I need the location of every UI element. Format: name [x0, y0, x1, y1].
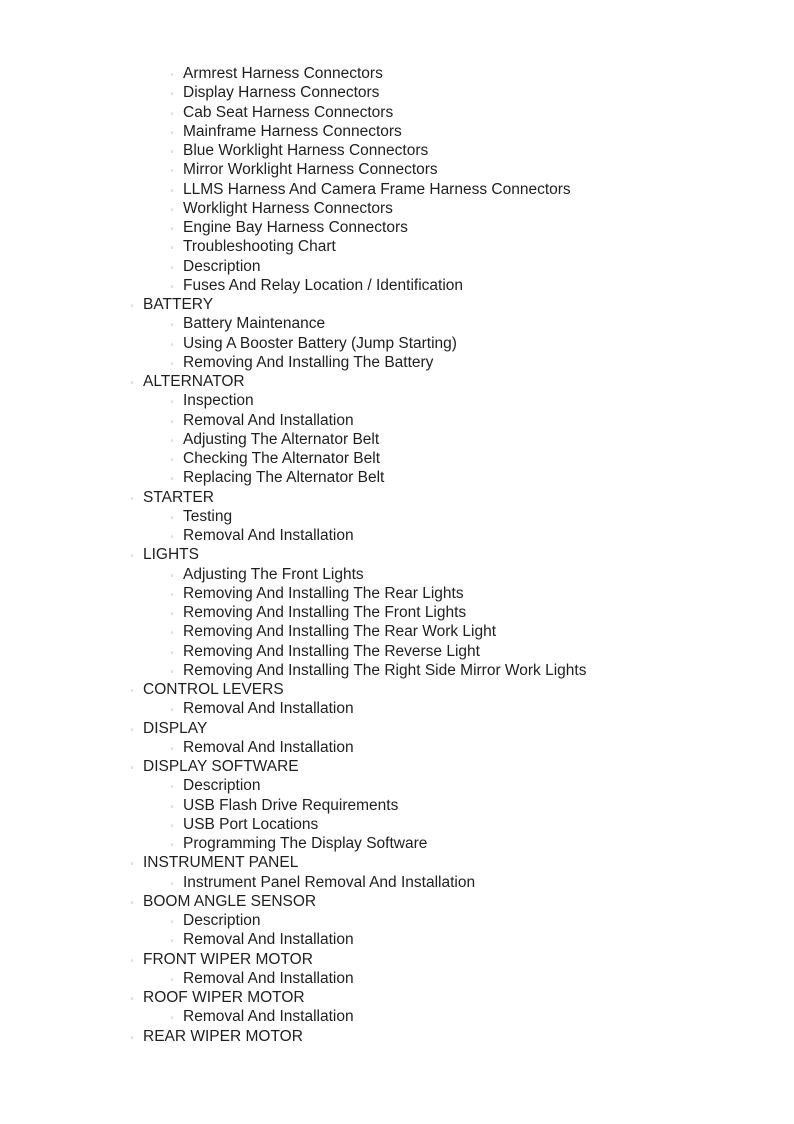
bullet-icon: ◦: [170, 455, 174, 464]
toc-subsection-label: Checking The Alternator Belt: [183, 450, 381, 467]
toc-subsection-label: Adjusting The Front Lights: [183, 565, 364, 583]
bullet-icon: ◦: [170, 435, 174, 445]
bullet-icon: ◦: [170, 185, 174, 195]
bullet-icon: ◦: [130, 724, 134, 734]
bullet-icon: ◦: [170, 204, 174, 214]
bullet-icon: ◦: [170, 666, 174, 676]
toc-subsection[interactable]: [0, 276, 794, 295]
toc-section[interactable]: [0, 988, 794, 1007]
toc-subsection-label: Removing And Installing The Right Side Mirror Work Lights: [183, 661, 587, 679]
bullet-icon: ◦: [170, 358, 174, 368]
bullet-icon: ◦: [170, 89, 174, 99]
bullet-icon: ◦: [170, 936, 174, 946]
toc-subsection[interactable]: [0, 199, 794, 218]
toc-section-label: STARTER: [143, 488, 214, 506]
toc-subsection[interactable]: [0, 815, 794, 834]
bullet-icon: ◦: [170, 397, 174, 407]
toc-subsection[interactable]: [0, 565, 794, 584]
toc-section-label: REAR WIPER MOTOR: [143, 1027, 303, 1045]
bullet-icon: ◦: [170, 878, 174, 888]
toc-subsection-label: Mirror Worklight Harness Connectors: [183, 161, 438, 179]
toc-subsection-label: Removing And Installing The Rear Lights: [183, 584, 464, 602]
bullet-icon: ◦: [130, 859, 134, 869]
toc-section[interactable]: [0, 488, 794, 507]
toc-subsection[interactable]: [0, 911, 794, 930]
bullet-icon: ◦: [170, 840, 174, 849]
bullet-icon: ◦: [170, 320, 174, 330]
toc-subsection[interactable]: [0, 83, 794, 102]
toc-subsection-label: Removing And Installing The Rear Work Light: [183, 623, 497, 641]
toc-section[interactable]: [0, 757, 794, 776]
toc-subsection[interactable]: [0, 257, 794, 276]
toc-subsection[interactable]: [0, 122, 794, 141]
bullet-icon: ◦: [170, 224, 174, 233]
toc-subsection[interactable]: [0, 642, 794, 661]
toc-section[interactable]: [0, 295, 794, 314]
toc-subsection-label: Fuses And Relay Location / Identification: [183, 276, 464, 294]
toc-subsection-label: Instrument Panel Removal And Installation: [183, 873, 476, 891]
toc-section[interactable]: [0, 1027, 794, 1046]
bullet-icon: ◦: [170, 647, 174, 657]
bullet-icon: ◦: [130, 1032, 134, 1042]
toc-subsection-label: Using A Booster Battery (Jump Starting): [183, 334, 457, 352]
toc-subsection-label: Cab Seat Harness Connectors: [183, 103, 394, 121]
bullet-icon: ◦: [170, 70, 174, 79]
toc-subsection-label: Armrest Harness Connectors: [183, 65, 383, 82]
bullet-icon: ◦: [170, 743, 174, 753]
bullet-icon: ◦: [170, 532, 174, 541]
toc-subsection[interactable]: [0, 738, 794, 757]
bullet-icon: ◦: [170, 243, 174, 253]
bullet-icon: ◦: [170, 570, 174, 580]
toc-subsection[interactable]: [0, 314, 794, 333]
toc-subsection-label: Engine Bay Harness Connectors: [183, 219, 408, 236]
toc-subsection[interactable]: [0, 584, 794, 603]
toc-section-label: DISPLAY: [143, 719, 208, 737]
bullet-icon: ◦: [170, 628, 174, 638]
toc-section-label: INSTRUMENT PANEL: [143, 854, 299, 872]
toc-subsection[interactable]: [0, 411, 794, 430]
table-of-contents: [0, 64, 794, 1046]
toc-subsection-label: Display Harness Connectors: [183, 84, 380, 102]
bullet-icon: ◦: [130, 955, 134, 965]
bullet-icon: ◦: [170, 416, 174, 426]
toc-subsection[interactable]: [0, 507, 794, 526]
bullet-icon: ◦: [170, 609, 174, 618]
toc-subsection[interactable]: [0, 334, 794, 353]
toc-subsection-label: Programming The Display Software: [183, 835, 428, 852]
bullet-icon: ◦: [170, 1013, 174, 1023]
toc-subsection[interactable]: [0, 1007, 794, 1026]
bullet-icon: ◦: [170, 589, 174, 599]
bullet-icon: ◦: [170, 782, 174, 792]
toc-subsection[interactable]: [0, 661, 794, 680]
toc-subsection-label: Battery Maintenance: [183, 315, 326, 333]
toc-subsection-label: Adjusting The Alternator Belt: [183, 430, 380, 448]
toc-subsection-label: Removal And Installation: [183, 527, 354, 544]
bullet-icon: ◦: [130, 493, 134, 503]
bullet-icon: ◦: [130, 994, 134, 1003]
bullet-icon: ◦: [170, 127, 174, 137]
toc-subsection-label: Removal And Installation: [183, 931, 354, 949]
bullet-icon: ◦: [130, 897, 134, 907]
toc-section-label: BOOM ANGLE SENSOR: [143, 892, 317, 910]
toc-subsection[interactable]: [0, 873, 794, 892]
bullet-icon: ◦: [170, 262, 174, 272]
bullet-icon: ◦: [130, 686, 134, 695]
toc-subsection[interactable]: [0, 834, 794, 853]
toc-section[interactable]: [0, 853, 794, 872]
toc-subsection[interactable]: [0, 160, 794, 179]
toc-subsection-label: Worklight Harness Connectors: [183, 199, 393, 217]
toc-subsection-label: Description: [183, 777, 261, 795]
toc-subsection[interactable]: [0, 64, 794, 83]
bullet-icon: ◦: [170, 147, 174, 156]
toc-subsection[interactable]: [0, 930, 794, 949]
toc-subsection-label: Removal And Installation: [183, 969, 354, 987]
bullet-icon: ◦: [170, 281, 174, 291]
toc-subsection-label: LLMS Harness And Camera Frame Harness Connectors: [183, 180, 571, 198]
bullet-icon: ◦: [170, 820, 174, 830]
toc-section-label: FRONT WIPER MOTOR: [143, 950, 313, 968]
toc-subsection-label: Removing And Installing The Battery: [183, 353, 434, 371]
bullet-icon: ◦: [170, 339, 174, 349]
toc-section-label: BATTERY: [143, 296, 214, 313]
bullet-icon: ◦: [170, 512, 174, 522]
toc-subsection[interactable]: [0, 622, 794, 641]
toc-subsection[interactable]: [0, 180, 794, 199]
toc-subsection-label: Troubleshooting Chart: [183, 238, 336, 256]
toc-subsection-label: Removing And Installing The Front Lights: [183, 604, 467, 621]
bullet-icon: ◦: [130, 378, 134, 387]
toc-subsection[interactable]: [0, 218, 794, 237]
toc-subsection-label: Description: [183, 912, 261, 929]
toc-subsection-label: Removal And Installation: [183, 1008, 354, 1026]
toc-subsection-label: USB Port Locations: [183, 815, 319, 833]
toc-subsection-label: Removing And Installing The Reverse Light: [183, 642, 480, 660]
toc-subsection-label: Testing: [183, 507, 233, 525]
bullet-icon: ◦: [130, 551, 134, 561]
toc-section-label: DISPLAY SOFTWARE: [143, 758, 299, 775]
bullet-icon: ◦: [170, 166, 174, 176]
toc-subsection[interactable]: [0, 603, 794, 622]
toc-section-label: CONTROL LEVERS: [143, 681, 284, 698]
toc-subsection[interactable]: [0, 353, 794, 372]
toc-subsection-label: Replacing The Alternator Belt: [183, 469, 385, 487]
toc-subsection[interactable]: [0, 468, 794, 487]
bullet-icon: ◦: [170, 974, 174, 984]
toc-subsection-label: Description: [183, 257, 261, 275]
toc-subsection[interactable]: [0, 103, 794, 122]
toc-section[interactable]: [0, 680, 794, 699]
toc-subsection-label: Blue Worklight Harness Connectors: [183, 142, 429, 159]
toc-subsection[interactable]: [0, 796, 794, 815]
bullet-icon: ◦: [170, 474, 174, 484]
toc-subsection[interactable]: [0, 391, 794, 410]
toc-section[interactable]: [0, 372, 794, 391]
toc-subsection[interactable]: [0, 699, 794, 718]
toc-subsection[interactable]: [0, 526, 794, 545]
toc-subsection-label: Removal And Installation: [183, 411, 354, 429]
toc-subsection[interactable]: [0, 776, 794, 795]
toc-subsection[interactable]: [0, 237, 794, 256]
toc-section[interactable]: [0, 719, 794, 738]
toc-subsection[interactable]: [0, 141, 794, 160]
toc-subsection-label: Removal And Installation: [183, 738, 354, 756]
toc-subsection[interactable]: [0, 430, 794, 449]
toc-subsection-label: USB Flash Drive Requirements: [183, 796, 399, 814]
toc-section[interactable]: [0, 892, 794, 911]
toc-section-label: LIGHTS: [143, 546, 199, 564]
toc-subsection-label: Mainframe Harness Connectors: [183, 122, 402, 140]
toc-section[interactable]: [0, 950, 794, 969]
toc-subsection[interactable]: [0, 969, 794, 988]
bullet-icon: ◦: [170, 108, 174, 118]
toc-subsection-label: Inspection: [183, 392, 254, 410]
toc-section[interactable]: [0, 545, 794, 564]
toc-subsection-label: Removal And Installation: [183, 700, 354, 718]
bullet-icon: ◦: [170, 917, 174, 926]
bullet-icon: ◦: [130, 763, 134, 772]
toc-section-label: ROOF WIPER MOTOR: [143, 989, 305, 1006]
bullet-icon: ◦: [130, 301, 134, 310]
toc-subsection[interactable]: [0, 449, 794, 468]
toc-section-label: ALTERNATOR: [143, 373, 245, 390]
bullet-icon: ◦: [170, 705, 174, 715]
bullet-icon: ◦: [170, 801, 174, 811]
